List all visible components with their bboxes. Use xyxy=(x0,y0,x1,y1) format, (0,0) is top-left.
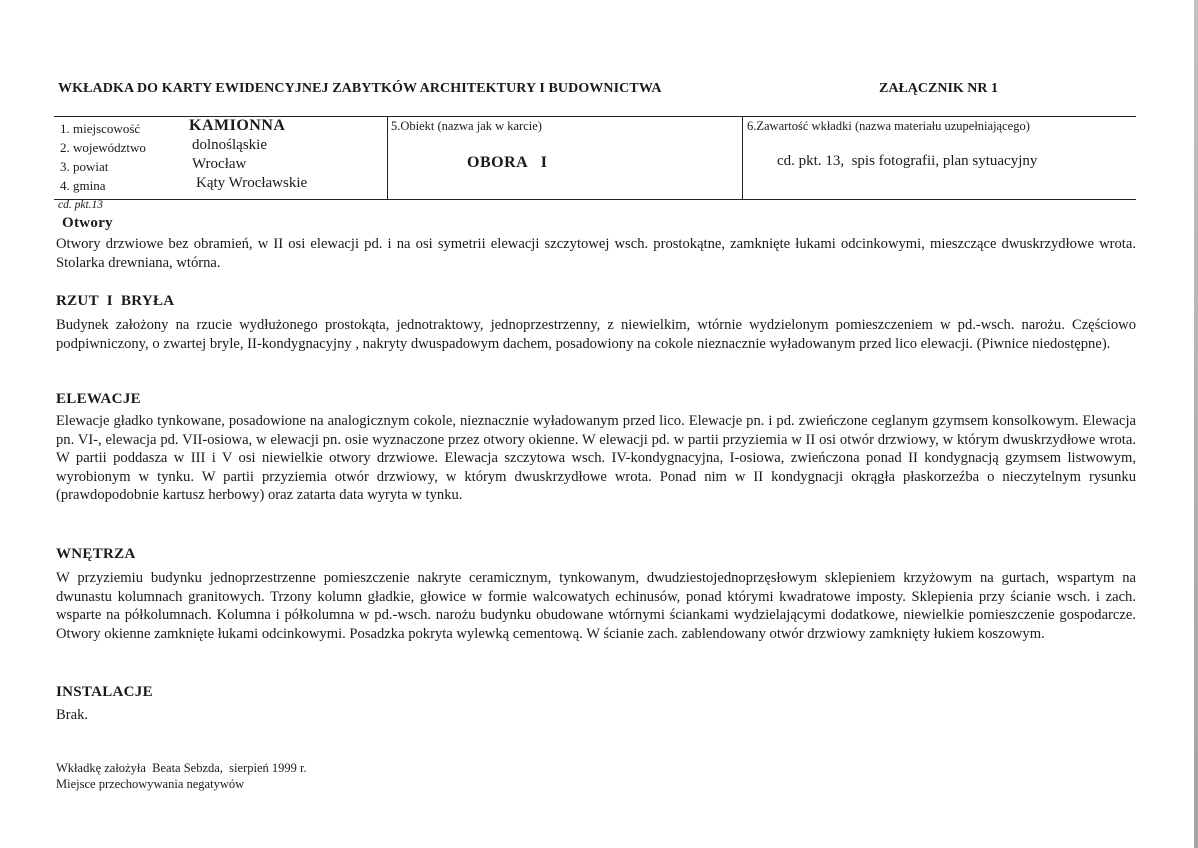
section-body-openings: Otwory drzwiowe bez obramień, w II osi elewacji pd. i na osi symetrii elewacji szczytowej wsch. prostokątne, zamknięte łukami odcinkowymi, mieszczące dwuskrzydłowe wrota. Stolarka drewniana, wtórna. xyxy=(56,236,1136,271)
field-label-voivodeship: 2. województwo xyxy=(60,140,146,155)
field-label-county: 3. powiat xyxy=(60,159,109,174)
contents-value: cd. pkt. 13, spis fotografii, plan sytuacyjny xyxy=(777,153,1038,169)
section-heading-installations: INSTALACJE xyxy=(56,684,153,700)
section-body-elevations: Elewacje gładko tynkowane, posadowione na analogicznym cokole, nieznacznie wyładowanym przed lico. Elewacje pn. i pd. zwieńczone ceglanym gzymsem konsolkowym. Elewacja pn. VI-, elewacja pd. VII-osiowa, w elewacji pn. osie wyznaczone przez otwory okienne. W elewacji pd. w partii przyziemia w II osi otwór drzwiowy, w którym dwuskrzydłowe wrota. W partii poddasza w III i V osi niewielkie otwory drzwiowe. Elewacja szczytowa wsch. IV-kondygnacyjna, I-osiowa, zwieńczona ponad II kondygnacją gzymsem listwowym, wyrobionym w tynku. W partii przyziemia otwór drzwiowy, w którym dwuskrzydłowe wrota. Ponad nim w II kondygnacji okrągła płaskorzeźba o nieczytelnym rysunku (prawdopodobnie kartusz herbowy) oraz zatarta data wyryta w tynku. xyxy=(56,413,1136,503)
field-label-town: 1. miejscowość xyxy=(60,121,141,136)
section-heading-interiors: WNĘTRZA xyxy=(56,546,136,562)
column-divider-1 xyxy=(387,116,388,199)
table-bottom-rule xyxy=(54,199,1136,200)
section-body-interiors: W przyziemiu budynku jednoprzestrzenne pomieszczenie nakryte ceramicznym, tynkowanym, dwudziestojednoprzęsłowym sklepieniem krzyżowym na gurtach, wspartym na dwunastu kolumnach granitowych. Trzony kolumn gładkie, głowice w formie walcowatych echinusów, ponad którymi kwadratowe imposty. Sklepienia przy ścianie wsch. i zach. wsparte na półkolumnach. Kolumna i półkolumna w pd.-wsch. narożu budynku obudowane wtórnymi ściankami wydzielającymi dodatkowe, niewielkie pomieszczenie gospodarcze. Otwory okienne zamknięte łukami odcinkowymi. Posadzka pokryta wylewką cementową. W ścianie zach. zablendowany otwór drzwiowy zamknięty łukiem koszowym. xyxy=(56,570,1136,642)
scan-edge xyxy=(1194,0,1198,848)
document-title: WKŁADKA DO KARTY EWIDENCYJNEJ ZABYTKÓW ARCHITEKTURY I BUDOWNICTWA xyxy=(58,81,662,96)
section-heading-openings: Otwory xyxy=(62,215,113,231)
continuation-reference: cd. pkt.13 xyxy=(58,199,104,211)
field-value-county: Wrocław xyxy=(192,156,247,172)
field-label-commune: 4. gmina xyxy=(60,178,106,193)
contents-label: 6.Zawartość wkładki (nazwa materiału uzupełniającego) xyxy=(747,119,1030,133)
field-value-voivodeship: dolnośląskie xyxy=(192,137,267,153)
object-label: 5.Obiekt (nazwa jak w karcie) xyxy=(391,119,542,133)
annex-number: ZAŁĄCZNIK NR 1 xyxy=(879,81,999,96)
field-value-commune: Kąty Wrocławskie xyxy=(196,175,308,191)
field-value-town: KAMIONNA xyxy=(189,117,286,134)
footer-negatives: Miejsce przechowywania negatywów xyxy=(56,777,245,791)
section-body-plan: Budynek założony na rzucie wydłużonego prostokąta, jednotraktowy, jednoprzestrzenny, z niewielkim, wtórnie wydzielonym pomieszczeniem w pd.-wsch. narożu. Częściowo podpiwniczony, o zwartej bryle, II-kondygnacyjny , nakryty dwuspadowym dachem, posadowiony na cokole nieznacznie wyładowanym przed lico elewacji. (Piwnice niedostępne). xyxy=(56,317,1136,352)
object-value: OBORA I xyxy=(467,154,548,171)
section-heading-elevations: ELEWACJE xyxy=(56,391,141,407)
column-divider-2 xyxy=(742,116,743,199)
section-body-installations: Brak. xyxy=(56,707,89,723)
section-heading-plan: RZUT I BRYŁA xyxy=(56,293,175,309)
footer-author: Wkładkę założyła Beata Sebzda, sierpień 1999 r. xyxy=(56,761,307,775)
